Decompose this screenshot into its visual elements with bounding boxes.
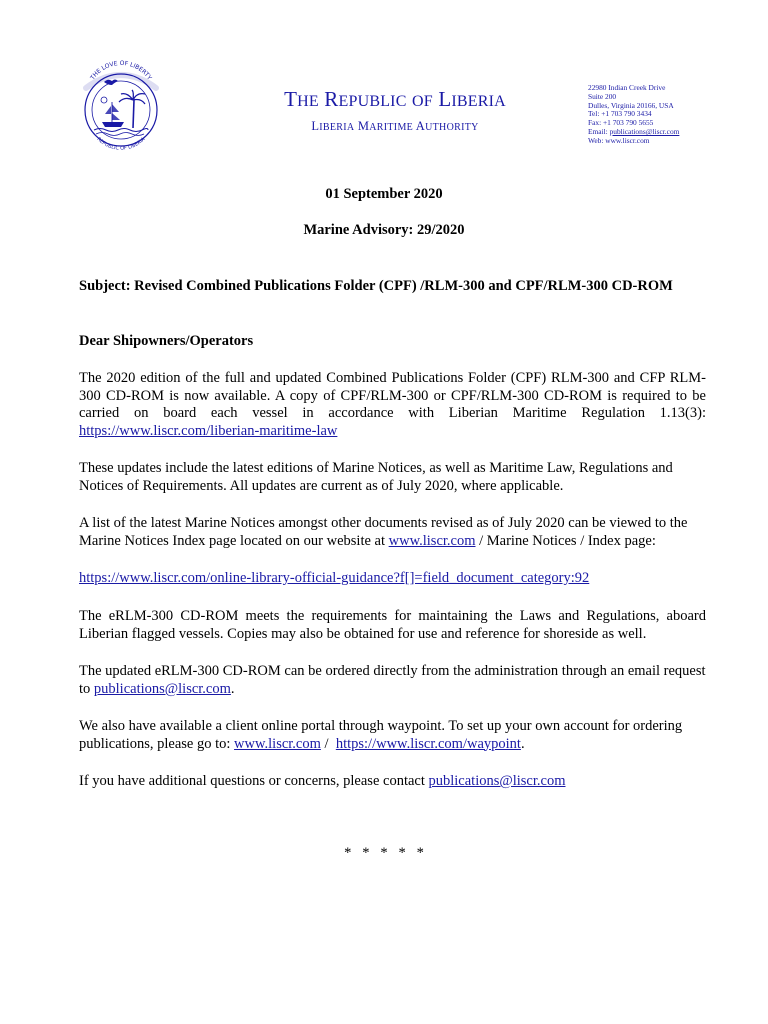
paragraph-5: The eRLM-300 CD-ROM meets the requirements for maintaining the Laws and Regulations, aboard Liberian flagged vessels. Copies may also be obtained for use and reference for shoreside as well.: [79, 608, 706, 642]
title-republic: EPUBLIC: [338, 93, 407, 110]
contact-email-link[interactable]: publications@liscr.com: [428, 773, 566, 789]
paragraph-8-text: If you have additional questions or concerns, please contact: [79, 773, 425, 789]
title-of: OF: [412, 93, 433, 110]
seal-bottom-text: REPUBLIC OF LIBERIA: [95, 136, 147, 152]
address-line-2: Suite 200: [588, 91, 617, 101]
subtitle-initial-m: M: [357, 119, 370, 133]
subtitle-authority: UTHORITY: [425, 122, 479, 133]
seal-top-text: THE LOVE OF LIBERTY: [89, 59, 153, 82]
paragraph-7-text: We also have available a client online portal through waypoint. To set up your own account for ordering publications, please go to:: [79, 718, 683, 752]
end-of-document-mark: * * * * *: [344, 845, 424, 861]
title-initial-l: L: [438, 87, 452, 111]
subtitle-maritime: ARITIME: [369, 122, 414, 133]
title-initial-r: R: [324, 87, 339, 111]
title-the: HE: [297, 93, 319, 110]
subtitle-initial-a: A: [415, 119, 426, 133]
address-email-link[interactable]: publications@liscr.com: [609, 126, 680, 136]
publications-email-link[interactable]: publications@liscr.com: [93, 680, 231, 697]
subtitle-initial-l: L: [311, 119, 320, 133]
paragraph-8: [79, 773, 706, 791]
maritime-law-link[interactable]: https://www.liscr.com/liberian-maritime-law: [79, 422, 338, 439]
paragraph-1-text: The 2020 edition of the full and updated Combined Publications Folder (CPF) RLM-300 and CFP RLM-300 CD-ROM is now available. A copy of CPF/RLM-300 or CPF/RLM-300 CD-ROM is required to be carried on board each vessel in accordance with Liberian Maritime Regulation 1.13(3):: [79, 370, 706, 421]
paragraph-7: [79, 718, 706, 753]
salutation: Dear Shipowners/Operators: [79, 333, 254, 349]
title-liberia: IBERIA: [451, 93, 506, 110]
address-block: [588, 84, 758, 146]
marine-notices-index-link[interactable]: https://www.liscr.com/online-library-official-guidance?f[]=field_document_category:92: [79, 570, 590, 586]
liscr-home-link[interactable]: www.liscr.com: [234, 735, 321, 752]
paragraph-7-after: .: [520, 735, 525, 752]
paragraph-3-after: / Marine Notices / Index page:: [475, 532, 656, 549]
paragraph-1: [79, 370, 706, 440]
address-line-3: Dulles, Virginia 20166, USA: [588, 100, 674, 110]
subtitle-liberia: IBERIA: [319, 122, 355, 133]
liscr-website-link[interactable]: www.liscr.com: [388, 532, 476, 549]
svg-text:REPUBLIC OF LIBERIA: [95, 136, 147, 152]
paragraph-3: [79, 515, 706, 550]
liberia-seal-logo: [76, 58, 166, 154]
advisory-number: Marine Advisory: 29/2020: [303, 222, 465, 238]
document-date: 01 September 2020: [325, 186, 443, 202]
title-initial-t: T: [284, 87, 298, 111]
paragraph-6-after: .: [230, 680, 235, 697]
paragraph-7-separator: /: [320, 735, 336, 752]
address-web: Web: www.liscr.com: [588, 135, 650, 145]
letterhead: [230, 86, 560, 137]
paragraph-6: [79, 663, 706, 698]
subject-line: Subject: Revised Combined Publications Folder (CPF) /RLM-300 and CPF/RLM-300 CD-ROM: [79, 278, 673, 294]
letterhead-subtitle: [230, 117, 560, 137]
paragraph-3-text: A list of the latest Marine Notices amongst other documents revised as of July 2020 can be viewed to the Marine Notices Index page located on our website at: [79, 515, 688, 549]
address-line-1: 22980 Indian Creek Drive: [588, 83, 666, 92]
paragraph-4: [79, 570, 706, 588]
paragraph-6-text: The updated eRLM-300 CD-ROM can be ordered directly from the administration through an email request to: [79, 663, 706, 697]
waypoint-link[interactable]: https://www.liscr.com/waypoint: [335, 735, 521, 752]
address-fax: Fax: +1 703 790 5655: [588, 118, 654, 128]
letterhead-title: [230, 86, 560, 115]
address-tel: Tel: +1 703 790 3434: [588, 109, 652, 119]
address-email-label: Email:: [588, 126, 610, 136]
paragraph-2: These updates include the latest editions of Marine Notices, as well as Maritime Law, Regulations and Notices of Requirements. All updates are current as of July 2020, where applicable.: [79, 460, 673, 494]
